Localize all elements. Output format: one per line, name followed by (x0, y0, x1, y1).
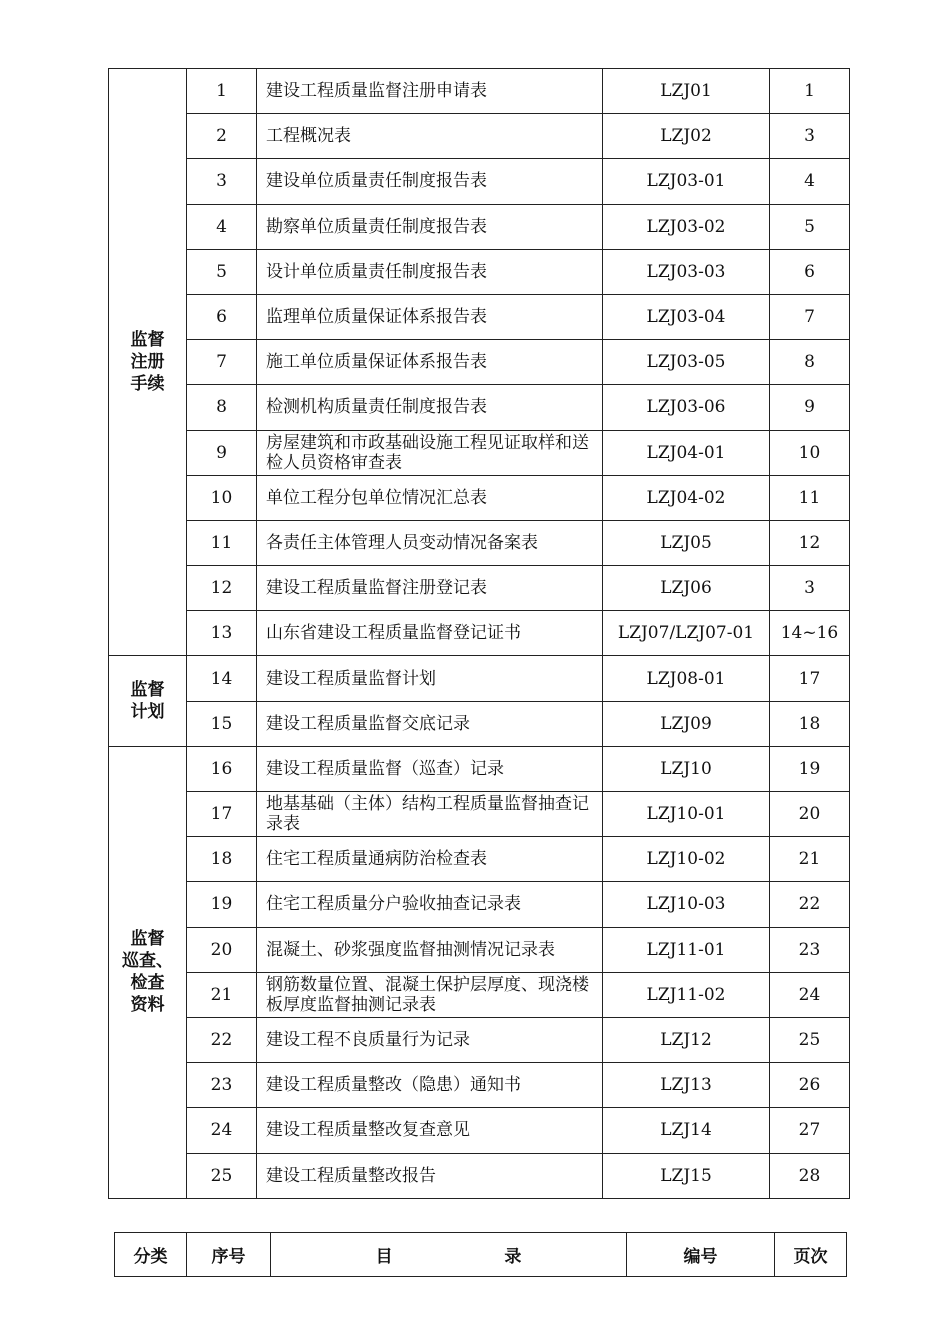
row-page: 3 (770, 114, 850, 159)
table-row (109, 1153, 850, 1198)
row-page: 5 (770, 204, 850, 249)
header-page: 页次 (775, 1233, 847, 1277)
table-row (109, 69, 850, 114)
row-code: LZJ02 (603, 114, 770, 159)
row-title: 建设工程不良质量行为记录 (257, 1017, 603, 1062)
row-code: LZJ04-01 (603, 430, 770, 475)
row-page: 28 (770, 1153, 850, 1198)
row-code: LZJ05 (603, 520, 770, 565)
row-page: 25 (770, 1017, 850, 1062)
row-number: 9 (187, 430, 257, 475)
row-title: 房屋建筑和市政基础设施工程见证取样和送检人员资格审查表 (257, 430, 603, 475)
row-title: 勘察单位质量责任制度报告表 (257, 204, 603, 249)
row-code: LZJ07/LZJ07-01 (603, 611, 770, 656)
row-page: 11 (770, 475, 850, 520)
row-title: 住宅工程质量通病防治检查表 (257, 837, 603, 882)
header-contents-char-1: 目 (375, 1247, 393, 1267)
row-title: 建设工程质量整改复查意见 (257, 1108, 603, 1153)
row-page: 4 (770, 159, 850, 204)
row-title: 建设工程质量监督交底记录 (257, 701, 603, 746)
row-number: 14 (187, 656, 257, 701)
row-title: 施工单位质量保证体系报告表 (257, 340, 603, 385)
table-row (109, 566, 850, 611)
category-line: 计划 (130, 702, 165, 723)
row-number: 22 (187, 1017, 257, 1062)
row-number: 25 (187, 1153, 257, 1198)
row-code: LZJ13 (603, 1063, 770, 1108)
contents-table (108, 68, 850, 1199)
header-row-table (114, 1232, 847, 1277)
row-number: 5 (187, 249, 257, 294)
row-code: LZJ08-01 (603, 656, 770, 701)
row-title: 单位工程分包单位情况汇总表 (257, 475, 603, 520)
row-title: 混凝土、砂浆强度监督抽测情况记录表 (257, 927, 603, 972)
table-row (109, 294, 850, 339)
category-line: 监督 (130, 330, 165, 351)
row-page: 24 (770, 972, 850, 1017)
row-title: 建设单位质量责任制度报告表 (257, 159, 603, 204)
table-row (109, 1108, 850, 1153)
table-row (109, 204, 850, 249)
table-row (109, 792, 850, 837)
header-number: 序号 (187, 1233, 271, 1277)
category-line: 注册 (130, 352, 165, 373)
row-title: 住宅工程质量分户验收抽查记录表 (257, 882, 603, 927)
row-code: LZJ10 (603, 746, 770, 791)
row-code: LZJ10-02 (603, 837, 770, 882)
row-page: 14~16 (770, 611, 850, 656)
row-number: 3 (187, 159, 257, 204)
row-code: LZJ03-03 (603, 249, 770, 294)
row-title: 监理单位质量保证体系报告表 (257, 294, 603, 339)
table-row (109, 1017, 850, 1062)
category-line: 检查 (130, 973, 165, 994)
row-title: 建设工程质量整改（隐患）通知书 (257, 1063, 603, 1108)
header-code: 编号 (627, 1233, 775, 1277)
table-row (109, 972, 850, 1017)
row-number: 2 (187, 114, 257, 159)
row-page: 26 (770, 1063, 850, 1108)
row-number: 19 (187, 882, 257, 927)
row-number: 21 (187, 972, 257, 1017)
row-page: 22 (770, 882, 850, 927)
row-number: 17 (187, 792, 257, 837)
row-number: 8 (187, 385, 257, 430)
row-code: LZJ03-02 (603, 204, 770, 249)
row-title: 建设工程质量整改报告 (257, 1153, 603, 1198)
table-row (109, 927, 850, 972)
row-number: 18 (187, 837, 257, 882)
row-page: 17 (770, 656, 850, 701)
table-row (109, 159, 850, 204)
row-title: 建设工程质量监督计划 (257, 656, 603, 701)
table-row (109, 475, 850, 520)
category-line: 监督 (130, 929, 165, 950)
table-row (109, 701, 850, 746)
category-cell (109, 746, 187, 1198)
header-category: 分类 (115, 1233, 187, 1277)
category-cell (109, 656, 187, 746)
row-code: LZJ03-01 (603, 159, 770, 204)
row-number: 23 (187, 1063, 257, 1108)
row-title: 建设工程质量监督注册申请表 (257, 69, 603, 114)
row-code: LZJ04-02 (603, 475, 770, 520)
category-line: 资料 (130, 995, 165, 1016)
row-code: LZJ14 (603, 1108, 770, 1153)
header-contents (271, 1233, 627, 1277)
category-cell (109, 69, 187, 656)
row-page: 6 (770, 249, 850, 294)
row-code: LZJ11-02 (603, 972, 770, 1017)
table-row (109, 520, 850, 565)
table-row (109, 746, 850, 791)
row-code: LZJ03-06 (603, 385, 770, 430)
row-code: LZJ12 (603, 1017, 770, 1062)
row-number: 4 (187, 204, 257, 249)
row-number: 12 (187, 566, 257, 611)
row-page: 20 (770, 792, 850, 837)
row-page: 23 (770, 927, 850, 972)
table-row (109, 114, 850, 159)
row-code: LZJ01 (603, 69, 770, 114)
row-code: LZJ11-01 (603, 927, 770, 972)
row-number: 13 (187, 611, 257, 656)
header-contents-char-2: 录 (504, 1247, 522, 1267)
header-row (115, 1233, 847, 1277)
row-title: 地基基础（主体）结构工程质量监督抽查记录表 (257, 792, 603, 837)
row-page: 19 (770, 746, 850, 791)
row-number: 11 (187, 520, 257, 565)
table-row (109, 430, 850, 475)
table-row (109, 340, 850, 385)
table-row (109, 385, 850, 430)
row-number: 1 (187, 69, 257, 114)
row-number: 24 (187, 1108, 257, 1153)
row-number: 16 (187, 746, 257, 791)
row-code: LZJ03-04 (603, 294, 770, 339)
row-title: 建设工程质量监督注册登记表 (257, 566, 603, 611)
row-page: 18 (770, 701, 850, 746)
table-row (109, 1063, 850, 1108)
table-row (109, 611, 850, 656)
row-page: 3 (770, 566, 850, 611)
row-page: 27 (770, 1108, 850, 1153)
row-code: LZJ10-01 (603, 792, 770, 837)
table-row (109, 656, 850, 701)
row-title: 设计单位质量责任制度报告表 (257, 249, 603, 294)
row-page: 12 (770, 520, 850, 565)
row-number: 10 (187, 475, 257, 520)
category-line: 监督 (130, 680, 165, 701)
row-number: 15 (187, 701, 257, 746)
row-code: LZJ15 (603, 1153, 770, 1198)
row-page: 8 (770, 340, 850, 385)
row-title: 检测机构质量责任制度报告表 (257, 385, 603, 430)
row-title: 各责任主体管理人员变动情况备案表 (257, 520, 603, 565)
category-line: 手续 (130, 374, 165, 395)
row-number: 20 (187, 927, 257, 972)
row-number: 6 (187, 294, 257, 339)
row-title: 钢筋数量位置、混凝土保护层厚度、现浇楼板厚度监督抽测记录表 (257, 972, 603, 1017)
row-code: LZJ06 (603, 566, 770, 611)
row-page: 21 (770, 837, 850, 882)
row-title: 建设工程质量监督（巡查）记录 (257, 746, 603, 791)
row-code: LZJ09 (603, 701, 770, 746)
row-page: 9 (770, 385, 850, 430)
row-code: LZJ03-05 (603, 340, 770, 385)
table-row (109, 882, 850, 927)
table-row (109, 837, 850, 882)
row-page: 7 (770, 294, 850, 339)
table-row (109, 249, 850, 294)
row-title: 山东省建设工程质量监督登记证书 (257, 611, 603, 656)
row-page: 1 (770, 69, 850, 114)
row-code: LZJ10-03 (603, 882, 770, 927)
row-page: 10 (770, 430, 850, 475)
row-number: 7 (187, 340, 257, 385)
row-title: 工程概况表 (257, 114, 603, 159)
category-line: 巡查、 (122, 951, 173, 972)
